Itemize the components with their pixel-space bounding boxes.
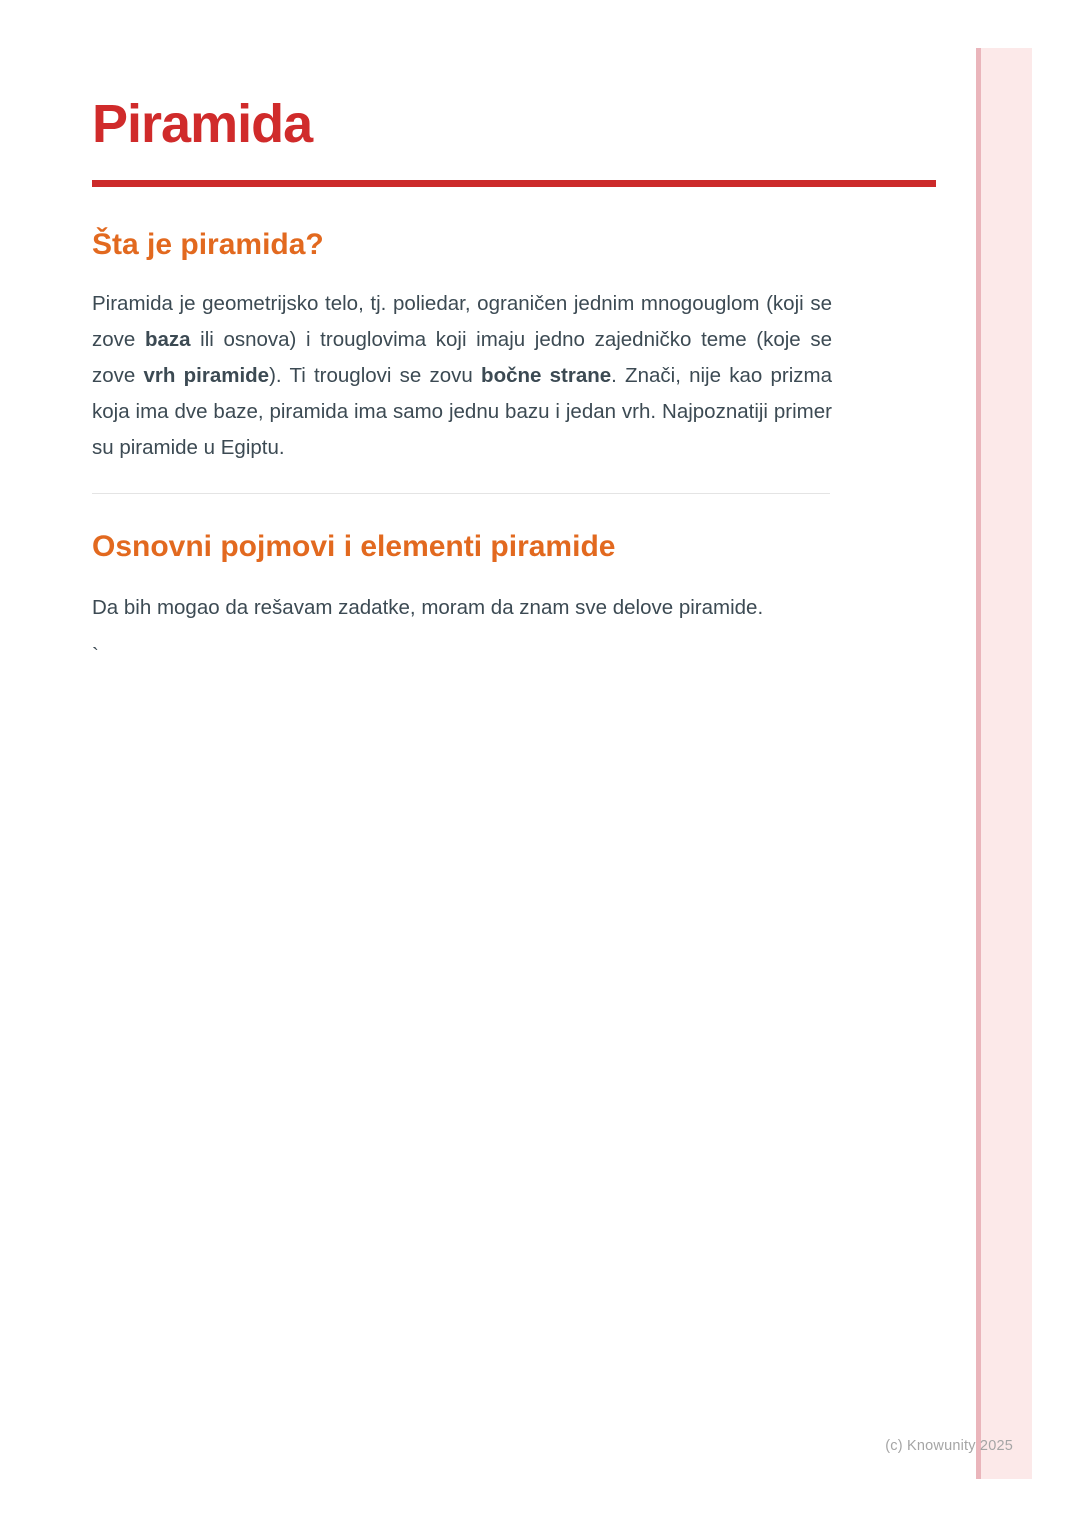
page-title: Piramida bbox=[92, 94, 313, 154]
page-content bbox=[92, 0, 936, 667]
title-rule bbox=[92, 180, 936, 187]
bold-term: vrh piramide bbox=[143, 363, 270, 387]
intro-paragraph bbox=[92, 286, 832, 466]
elements-paragraph: Da bih mogao da rešavam zadatke, moram da znam sve delove piramide. bbox=[92, 596, 764, 619]
section-heading-basic-elements: Osnovni pojmovi i elementi piramide bbox=[92, 529, 616, 563]
text-segment: . Znači, nije kao prizma koja ima dve baze, piramida ima samo jednu bazu i jedan vrh. Najpoznatiji primer su piramide u Egiptu. bbox=[92, 363, 832, 459]
text-segment: ili osnova) i trouglovima koji imaju jedno zajedničko teme (koje se zove bbox=[92, 327, 832, 387]
stray-backtick: ` bbox=[92, 644, 99, 667]
section-basic-elements bbox=[92, 530, 936, 668]
section-what-is-pyramid bbox=[92, 228, 936, 466]
bold-term: bočne strane bbox=[481, 363, 612, 387]
bold-term: baza bbox=[144, 327, 191, 351]
text-segment: Piramida je geometrijsko telo, tj. poliedar, ograničen jednim mnogouglom (koji se zove bbox=[92, 291, 832, 351]
text-segment: ). Ti trouglovi se zovu bbox=[269, 363, 482, 387]
copyright-watermark: (c) Knowunity 2025 bbox=[885, 1438, 1013, 1454]
page-edge-stripe bbox=[976, 48, 1032, 1479]
section-heading-what-is-pyramid: Šta je piramida? bbox=[92, 228, 324, 261]
section-divider bbox=[92, 493, 830, 494]
